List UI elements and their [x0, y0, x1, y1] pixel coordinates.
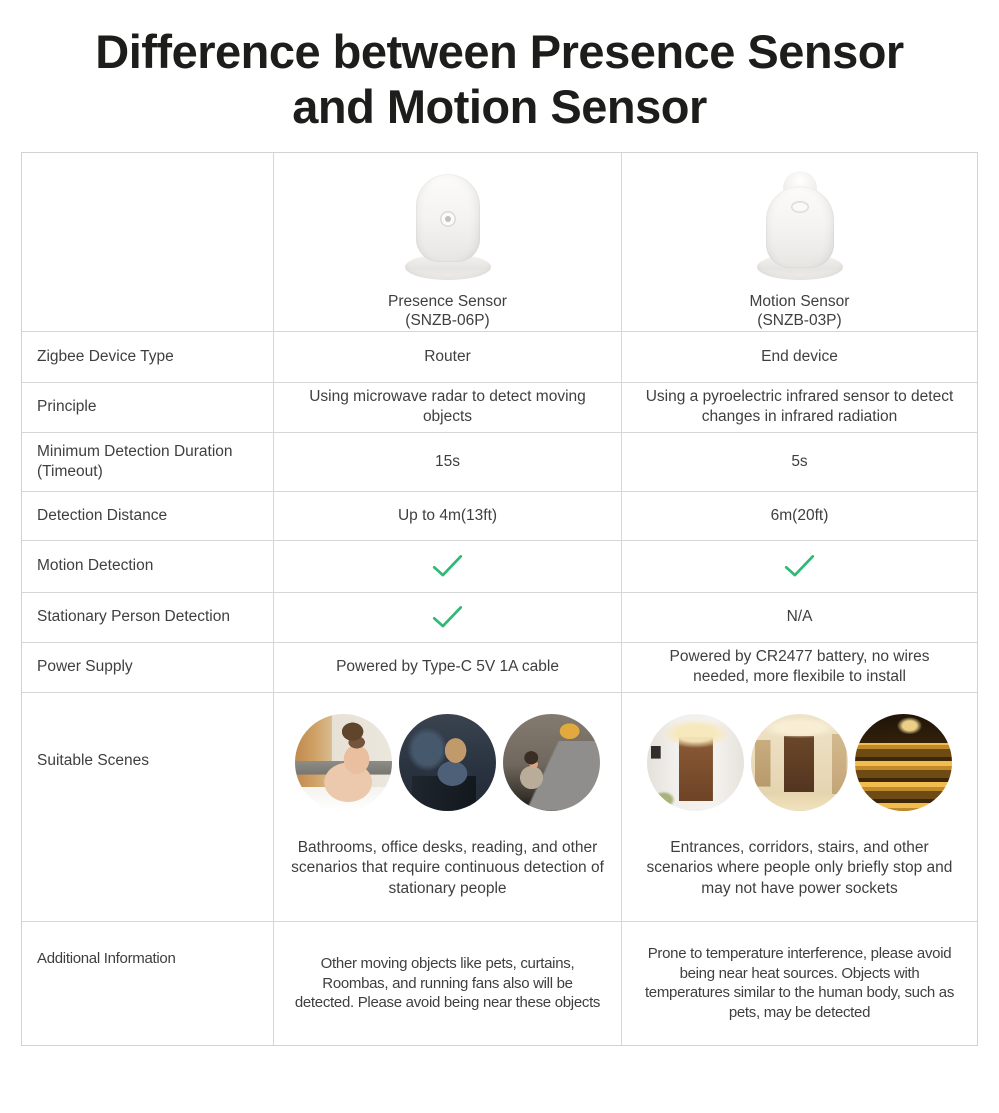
row-label: Detection Distance — [37, 506, 168, 524]
presence-value — [273, 593, 621, 642]
presence-scene-photos — [295, 714, 600, 811]
motion-value — [621, 541, 977, 592]
row-detection-distance — [22, 491, 977, 540]
presence-value: Router — [273, 332, 621, 382]
scene-photo-stairs — [855, 714, 952, 811]
motion-scenes-caption: Entrances, corridors, stairs, and other scenarios where people only briefly stop and may not have power sockets — [646, 838, 953, 897]
page-title: Difference between Presence Sensor and Motion Sensor — [95, 25, 904, 134]
table-header-row — [22, 153, 977, 331]
scene-photo-bathroom — [295, 714, 392, 811]
motion-value: N/A — [621, 593, 977, 642]
motion-sensor-name — [750, 293, 850, 331]
row-additional-information — [22, 921, 977, 1045]
row-label: Zigbee Device Type — [37, 347, 174, 365]
pir-lens-icon — [791, 201, 809, 213]
motion-value: 5s — [621, 433, 977, 491]
row-label: Stationary Person Detection — [37, 608, 230, 626]
presence-value: Up to 4m(13ft) — [273, 492, 621, 540]
row-label: Power Supply — [37, 658, 133, 676]
presence-sensor-name — [388, 293, 507, 331]
product-model: (SNZB-03P) — [757, 311, 842, 329]
product-name: Presence Sensor — [388, 292, 507, 310]
row-label: Principle — [37, 398, 97, 416]
presence-sensor-header-cell — [273, 153, 621, 331]
product-name: Motion Sensor — [749, 292, 850, 310]
motion-sensor-header-cell — [621, 153, 977, 331]
check-icon — [432, 554, 463, 578]
motion-sensor-product-image — [740, 171, 860, 285]
row-label: Suitable Scenes — [37, 751, 150, 769]
check-icon — [432, 605, 463, 629]
device-body — [766, 186, 834, 268]
scene-photo-reading — [503, 714, 600, 811]
scene-photo-entrance — [647, 714, 744, 811]
radar-button-icon — [440, 211, 456, 227]
row-principle — [22, 382, 977, 432]
header-empty-cell — [22, 153, 273, 331]
motion-value: Using a pyroelectric infrared sensor to detect changes in infrared radiation — [621, 383, 977, 432]
motion-value: Powered by CR2477 battery, no wires needed, more flexibile to install — [621, 643, 977, 692]
motion-value: End device — [621, 332, 977, 382]
row-stationary-person-detection — [22, 592, 977, 642]
scene-photo-corridor — [751, 714, 848, 811]
presence-value: Using microwave radar to detect moving objects — [273, 383, 621, 432]
presence-scenes-cell — [273, 693, 621, 921]
row-power-supply — [22, 642, 977, 692]
presence-value: 15s — [273, 433, 621, 491]
presence-value — [273, 541, 621, 592]
row-label: Additional Information — [37, 949, 176, 967]
row-label: Minimum Detection Duration (Timeout) — [37, 442, 233, 480]
row-label: Motion Detection — [37, 557, 154, 575]
check-icon — [784, 554, 815, 578]
motion-scenes-cell — [621, 693, 977, 921]
comparison-table — [21, 152, 978, 1046]
presence-value: Other moving objects like pets, curtains, Roombas, and running fans also will be detected. Please avoid being near these objects — [273, 922, 621, 1045]
motion-value: Prone to temperature interference, please avoid being near heat sources. Objects with temperatures similar to the human body, such as pets, may be detected — [621, 922, 977, 1045]
motion-scene-photos — [647, 714, 952, 811]
row-motion-detection — [22, 540, 977, 592]
device-body — [416, 174, 480, 262]
scene-photo-office-desk — [399, 714, 496, 811]
presence-value: Powered by Type-C 5V 1A cable — [273, 643, 621, 692]
presence-scenes-caption: Bathrooms, office desks, reading, and other scenarios that require continuous detection of stationary people — [291, 838, 604, 897]
row-suitable-scenes — [22, 692, 977, 921]
row-minimum-detection-duration — [22, 432, 977, 491]
row-zigbee-device-type — [22, 331, 977, 382]
motion-value: 6m(20ft) — [621, 492, 977, 540]
product-model: (SNZB-06P) — [405, 311, 490, 329]
presence-sensor-product-image — [388, 171, 508, 285]
